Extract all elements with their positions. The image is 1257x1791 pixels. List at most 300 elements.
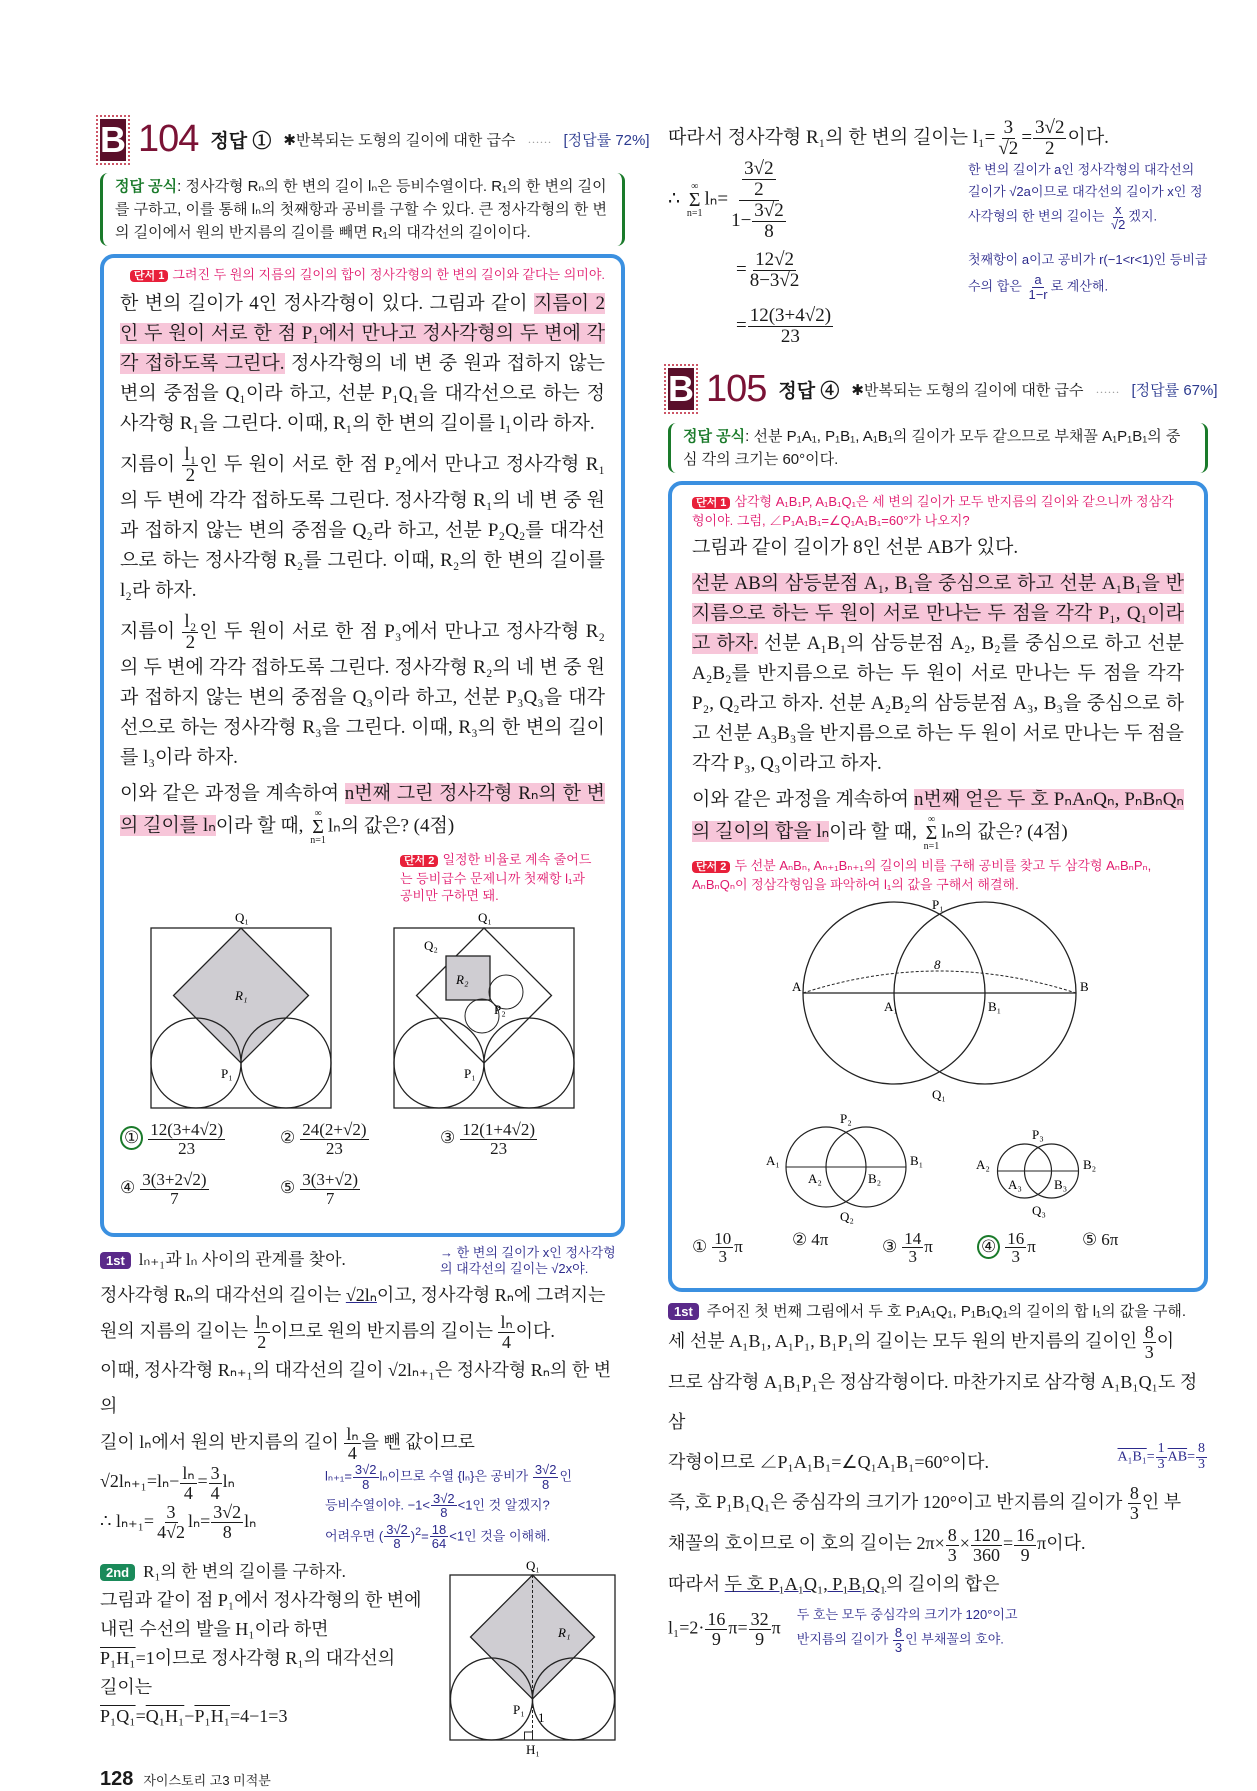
numerator xyxy=(533,1463,559,1478)
correct-rate: [정답률 67%] xyxy=(1131,381,1218,399)
denominator xyxy=(168,1190,181,1208)
denominator xyxy=(391,1537,402,1551)
text-run: lₙ xyxy=(346,1423,359,1444)
label-q1: Q₁ xyxy=(235,909,250,925)
label-r2: R₂ xyxy=(455,971,469,987)
text-run: 8 xyxy=(1144,1322,1154,1343)
label-r1: R₁ xyxy=(558,1624,571,1640)
numerator xyxy=(902,1230,923,1249)
text-run: 7 xyxy=(170,1188,179,1208)
text-run: 14 xyxy=(904,1228,922,1248)
solution-line xyxy=(668,1321,1208,1362)
problem-paragraph xyxy=(692,569,1184,779)
text-run: 360 xyxy=(972,1544,1000,1565)
fraction xyxy=(748,306,833,347)
text-run: 4π xyxy=(811,1229,829,1249)
text-run: =4−1=3 xyxy=(230,1705,288,1726)
choice-value xyxy=(1101,1230,1118,1249)
denominator xyxy=(182,1484,195,1503)
denominator xyxy=(1019,1546,1032,1565)
side-note-arc xyxy=(797,1604,1018,1654)
choice-number: ① xyxy=(120,1126,143,1150)
numerator xyxy=(971,1526,1002,1546)
denominator xyxy=(209,1484,222,1503)
numerator xyxy=(300,1171,360,1190)
denominator xyxy=(1026,288,1049,302)
choice-value xyxy=(811,1230,828,1249)
choice-number: ① xyxy=(692,1236,708,1256)
fraction xyxy=(729,159,789,242)
text-run: √2lₙ₊₁=lₙ− xyxy=(100,1471,180,1492)
text-run: 8 xyxy=(894,1625,903,1641)
label-p1: P₁ xyxy=(513,1701,525,1717)
text-run: lₙ₊₁= xyxy=(325,1468,352,1484)
text-run: √2 xyxy=(1111,216,1126,232)
text-run: 8 xyxy=(542,1476,550,1492)
fraction xyxy=(209,1464,222,1503)
text-run: 23 xyxy=(325,1138,343,1158)
text-run: 18 xyxy=(431,1521,447,1537)
denominator xyxy=(752,180,766,200)
denominator xyxy=(176,1140,197,1158)
solution-line xyxy=(100,1352,625,1424)
fraction xyxy=(902,1230,923,1267)
hint-2 xyxy=(400,851,600,904)
figure-squares-2 xyxy=(384,908,584,1113)
question-number: 104 xyxy=(138,118,199,160)
choice-5[interactable] xyxy=(1082,1230,1118,1250)
text-run: lₙ= xyxy=(187,1510,211,1531)
solution-line xyxy=(668,1564,1208,1604)
text-run: 채꼴의 호이므로 이 호의 길이는 2π× xyxy=(668,1533,945,1554)
text-run: 3√2 xyxy=(754,199,784,221)
text-run: π= xyxy=(728,1617,748,1638)
label-b1: B₁ xyxy=(910,1152,924,1168)
numerator xyxy=(211,1503,243,1523)
solution-line xyxy=(668,1442,1208,1482)
text-run: 23 xyxy=(490,1138,508,1158)
text-run: × xyxy=(959,1533,970,1554)
text-run: 지름이 xyxy=(120,620,182,642)
label-length-8: 8 xyxy=(934,956,941,972)
text-run: 8 xyxy=(393,1536,401,1552)
text-run: n번째 그린 정사각형 Rₙ의 한 변의 길이를 lₙ xyxy=(120,782,605,837)
text-run: = xyxy=(1002,1533,1014,1554)
sum-line xyxy=(668,159,958,242)
denominator xyxy=(360,1478,371,1492)
q105-header xyxy=(668,367,1218,411)
figure-arcs xyxy=(708,899,1168,1224)
summation xyxy=(687,182,703,218)
note-line xyxy=(325,1520,625,1551)
choice-number: ④ xyxy=(120,1178,136,1197)
text-run: 12(3+4√2) xyxy=(150,1119,223,1139)
text-run: 지름이 2인 두 원이 서로 한 점 P₁에서 만나고 정사각형의 두 변에 각각 접하도록 그린다. xyxy=(120,293,605,374)
label-b1: B₁ xyxy=(988,998,1002,1014)
text-run: 8 xyxy=(222,1521,232,1542)
problem-paragraph xyxy=(120,779,605,845)
label-p3: P₃ xyxy=(1032,1126,1044,1142)
text-run: 9 xyxy=(711,1629,721,1650)
fraction xyxy=(1005,1230,1026,1267)
text-run: 3 xyxy=(1157,1456,1165,1472)
solution-lines xyxy=(100,1277,625,1551)
text-run: l₁ xyxy=(184,444,197,465)
denominator xyxy=(1143,1343,1156,1362)
numerator xyxy=(209,1464,222,1484)
solution-line xyxy=(100,1644,440,1673)
text-run: 이와 같은 과정을 계속하여 xyxy=(692,788,915,810)
numerator xyxy=(748,306,833,327)
denominator xyxy=(488,1140,509,1158)
formula-label: 정답 공식 xyxy=(683,427,746,445)
solution-line xyxy=(668,1604,1208,1654)
text-run: √2 xyxy=(998,137,1019,159)
fraction xyxy=(182,612,198,653)
numerator xyxy=(431,1492,457,1507)
fraction xyxy=(712,1230,733,1267)
numerator xyxy=(254,1313,270,1333)
sum-upper-limit: ∞ xyxy=(691,181,699,193)
text-run: l₁=2· xyxy=(668,1617,705,1638)
side-note-geometric-sum xyxy=(968,247,1208,301)
fraction xyxy=(996,118,1020,159)
summand: lₙ xyxy=(327,815,341,837)
problem-box-104 xyxy=(100,254,625,1237)
numerator xyxy=(946,1526,959,1546)
step-tag: 2nd xyxy=(100,1564,135,1581)
choice-3[interactable] xyxy=(882,1230,933,1267)
text-run: 이고, 정사각형 Rₙ에 그려지는 xyxy=(376,1284,606,1305)
numerator xyxy=(712,1230,733,1249)
text-run: 므로 삼각형 A₁B₁P₁은 정삼각형이다. 마찬가지로 삼각형 A₁B₁Q₁도 정삼 xyxy=(668,1371,1198,1432)
numerator xyxy=(182,612,198,633)
topic-label: ✱반복되는 도형의 길이에 대한 급수 xyxy=(851,381,1084,399)
text-run: 4√2 xyxy=(157,1521,185,1542)
choice-value xyxy=(901,1228,933,1267)
step-tag: 1st xyxy=(668,1303,699,1320)
denominator xyxy=(221,1523,234,1542)
solution-step2-104 xyxy=(100,1557,625,1762)
page-footer xyxy=(100,1768,625,1791)
numerator xyxy=(1113,203,1124,218)
denominator xyxy=(1196,1458,1207,1473)
numerator xyxy=(1032,273,1043,288)
numerator xyxy=(182,445,198,466)
text-run: = xyxy=(135,1705,146,1726)
text-run: 4 xyxy=(502,1332,512,1353)
denominator xyxy=(717,1248,730,1266)
numerator xyxy=(893,1626,904,1641)
text-run: 인 두 원이 서로 한 점 P₃에서 만나고 정사각형 R₂의 두 변에 각각 접하도록 그린다. 정사각형 R₂의 네 변 중 원과 접하지 않는 변의 중점을 Q₃이라 하고, 선분 P₃Q₃을 대각선으로 하는 정사각형 R₃을 그린다. 이때, R₃의 한 변의 길이를 l₃이라 하자. xyxy=(120,620,605,768)
solution-lines xyxy=(100,1586,440,1731)
denominator xyxy=(893,1641,904,1655)
fraction xyxy=(1014,1526,1036,1565)
overlined-segment: A₁B₁ xyxy=(1117,1449,1147,1465)
text-run: 8−3√2 xyxy=(749,269,800,291)
text-run: π xyxy=(771,1617,781,1638)
choice-value xyxy=(1004,1228,1036,1267)
text-run: ) xyxy=(410,1528,416,1544)
text-run: 등비수열이야. −1< xyxy=(325,1497,430,1513)
question-number: 105 xyxy=(706,367,767,410)
choice-number: ② xyxy=(792,1229,808,1249)
text-run: 첫째항이 a이고 공비가 r(−1<r<1)인 등비급수의 합은 xyxy=(968,252,1208,294)
choice-2[interactable] xyxy=(792,1230,828,1250)
label-length-1: 1 xyxy=(538,1709,545,1725)
text-run: 이므로 원의 반지름의 길이는 xyxy=(270,1320,498,1341)
text-run: 세 선분 A₁B₁, A₁P₁, B₁P₁의 길이는 모두 원의 반지름의 길이인 xyxy=(668,1330,1142,1351)
denominator xyxy=(729,201,789,242)
text-run: 의 값은? (4점) xyxy=(340,815,455,837)
denominator xyxy=(324,1190,337,1208)
label-b2: B₂ xyxy=(868,1170,882,1186)
numerator xyxy=(344,1425,360,1445)
answer-label: 정답 ④ xyxy=(778,380,840,402)
text-run: 1− xyxy=(731,209,752,231)
hint-2 xyxy=(692,857,1184,893)
numerator xyxy=(752,201,785,222)
text-run: 을 뺀 값이므로 xyxy=(361,1432,475,1453)
text-run: 7 xyxy=(325,1188,335,1208)
text-run: 길이는 xyxy=(100,1676,153,1697)
text-run: 어려우면 ( xyxy=(325,1528,384,1544)
text-run: 이 xyxy=(1156,1330,1175,1351)
fraction xyxy=(533,1463,559,1491)
hint-1 xyxy=(120,266,605,285)
hint-1 xyxy=(692,493,1184,529)
text-run: 16 xyxy=(1007,1228,1025,1248)
text-run: 인 부채꼴의 호야. xyxy=(905,1632,1004,1647)
choice-1[interactable] xyxy=(120,1121,226,1158)
step-title: 주어진 첫 번째 그림에서 두 호 P₁A₁Q₁, P₁B₁Q₁의 길이의 합 l₁의 값을 구해. xyxy=(706,1302,1187,1320)
text-run: = xyxy=(421,1528,429,1544)
note-line xyxy=(325,1463,625,1491)
text-run: 8 xyxy=(440,1505,448,1521)
summand: lₙ xyxy=(704,188,718,210)
choice-value xyxy=(147,1119,226,1158)
fraction xyxy=(182,445,198,486)
denominator xyxy=(346,1444,359,1463)
choice-1[interactable] xyxy=(692,1230,743,1267)
text-run: 의 길이의 합은 xyxy=(886,1574,1000,1595)
text-run: − xyxy=(184,1705,195,1726)
text-run: 120 xyxy=(972,1524,1000,1545)
text-run: 그림과 같이 점 P₁에서 정사각형의 한 변에 xyxy=(100,1589,422,1610)
text-run: 의 값은? (4점) xyxy=(954,820,1068,842)
choice-number: ③ xyxy=(882,1236,898,1256)
choice-4[interactable] xyxy=(977,1230,1036,1267)
text-run: 2 xyxy=(185,464,196,486)
denominator xyxy=(1043,139,1057,159)
side-note-ab xyxy=(1118,1442,1208,1472)
sum-derivation xyxy=(668,159,958,354)
label-p2: P₂ xyxy=(493,1001,506,1017)
text-run: x xyxy=(1114,201,1122,217)
denominator xyxy=(438,1506,449,1520)
text-run: 인 부 xyxy=(1141,1491,1182,1512)
text-run: 선분 A₁B₁의 삼등분점 A₂, B₂를 중심으로 하고 선분 A₂B₂를 반지름으로 하는 두 원이 서로 만나는 두 점을 각각 P₂, Q₂라고 하자. 선분 A₂B₂의 삼등분점 A₃, B₃을 중심으로 하고 선분 A₃B₃을 반지름으로 하는 두 원이 서로 만나는 두 점을 각각 P₃, Q₃이라고 하자. xyxy=(692,632,1185,774)
text-run: = xyxy=(1187,1449,1195,1465)
denominator xyxy=(762,222,776,242)
solution-step1-104 xyxy=(100,1245,625,1551)
text-run: 각형이므로 ∠P₁A₁B₁=∠Q₁A₁B₁=60°이다. xyxy=(668,1451,990,1472)
fraction xyxy=(254,1313,270,1352)
sum-upper-limit: ∞ xyxy=(927,813,936,825)
denominator xyxy=(996,139,1020,159)
text-run: 3 xyxy=(947,1544,957,1565)
text-run: 3√2 xyxy=(386,1521,408,1537)
text-run: 2 xyxy=(257,1332,267,1353)
text-run: <1인 것 알겠지? xyxy=(457,1497,550,1513)
text-run: 3 xyxy=(1129,1503,1139,1524)
text-run: = xyxy=(717,188,729,210)
choice-2[interactable] xyxy=(280,1121,370,1158)
level-badge: B xyxy=(668,368,694,410)
label-p1: P₁ xyxy=(221,1065,234,1081)
sigma-symbol: Σ xyxy=(312,815,324,838)
problem-paragraph xyxy=(692,533,1184,563)
text-run: 16 xyxy=(707,1609,726,1630)
formula-label: 정답 공식 xyxy=(115,178,178,195)
text-run: 8 xyxy=(764,220,774,242)
side-note-ratio xyxy=(325,1463,625,1551)
book-title: 자이스토리 고3 미적분 xyxy=(143,1772,271,1788)
hint-text: 일정한 비율로 계속 줄어드는 등비급수 문제니까 첫째항 l₁과 공비만 구하면 돼. xyxy=(400,851,592,903)
denominator xyxy=(748,271,802,291)
label-p1: P₁ xyxy=(463,1065,476,1081)
text-run: 겠지. xyxy=(1128,208,1158,224)
answer-formula-box xyxy=(668,423,1208,473)
label-a: A xyxy=(792,978,802,994)
text-run: 23 xyxy=(780,325,800,347)
text-run: lₙ xyxy=(222,1471,235,1492)
text-run: 3 xyxy=(894,1640,903,1656)
hint-text: 두 선분 AₙBₙ, Aₙ₊₁Bₙ₊₁의 길이의 비를 구해 공비를 찾고 두 삼각형 AₙBₙPₙ, AₙBₙQₙ이 정삼각형임을 파악하여 l₁의 값을 구해서 해결해. xyxy=(692,857,1152,892)
fraction xyxy=(752,201,785,242)
solution-line xyxy=(668,1523,1208,1564)
label-q2: Q₂ xyxy=(423,937,438,953)
problem-paragraph xyxy=(120,612,605,773)
solution-line xyxy=(668,1482,1208,1523)
label-q1: Q₁ xyxy=(932,1086,946,1102)
figure-perpendicular xyxy=(440,1557,625,1757)
text-run: 이라 할 때, xyxy=(829,820,922,842)
equation-lines xyxy=(100,1463,315,1542)
answer-label: 정답 ① xyxy=(210,131,272,152)
text-run: 9 xyxy=(755,1629,765,1650)
label-q1: Q₁ xyxy=(526,1557,540,1573)
numerator xyxy=(1196,1442,1207,1458)
step-title: R₁의 한 변의 길이를 구하자. xyxy=(143,1561,346,1581)
text-run: 3(3+√2) xyxy=(302,1169,358,1189)
fraction xyxy=(180,1464,196,1503)
fraction xyxy=(1128,1484,1141,1523)
label-h1: H₁ xyxy=(526,1741,540,1757)
text-run: 8 xyxy=(362,1476,370,1492)
summation xyxy=(310,809,326,845)
denominator xyxy=(1128,1504,1141,1523)
solution-line xyxy=(100,1424,625,1463)
text-run: 그림과 같이 길이가 8인 선분 AB가 있다. xyxy=(692,536,1019,558)
text-run: 9 xyxy=(1020,1544,1030,1565)
text-run: 4 xyxy=(210,1482,220,1503)
text-run: 8 xyxy=(947,1524,957,1545)
sum-lower-limit: n=1 xyxy=(686,208,703,220)
choice-4[interactable] xyxy=(120,1171,210,1208)
figure-squares-1 xyxy=(141,908,341,1113)
superscript: 2 xyxy=(415,1525,422,1538)
sum-lower-limit: n=1 xyxy=(923,840,940,852)
denominator xyxy=(710,1630,723,1649)
numerator xyxy=(749,1610,771,1630)
fraction xyxy=(140,1171,208,1208)
denominator xyxy=(1109,218,1127,232)
choice-value xyxy=(299,1119,369,1158)
text-run: 8 xyxy=(1129,1483,1139,1504)
denominator xyxy=(779,327,802,347)
solution-step1-105 xyxy=(668,1300,1208,1655)
formula-text: : 선분 P₁A₁, P₁B₁, A₁B₁의 길이가 모두 같으므로 부채꼴 A₁P₁B₁의 중심 각의 크기는 60°이다. xyxy=(683,427,1181,468)
fraction xyxy=(893,1626,904,1654)
numerator xyxy=(1156,1442,1167,1458)
label-q2: Q₂ xyxy=(840,1208,854,1224)
overlined-segment: $\overline{AB}$ xyxy=(1167,1449,1188,1465)
fraction xyxy=(431,1492,457,1520)
text-run: 2 xyxy=(1045,137,1055,159)
text-run: 두 호는 모두 중심각의 크기가 120°이고 xyxy=(796,1607,1018,1623)
choice-3[interactable] xyxy=(440,1121,538,1158)
note-line xyxy=(797,1626,1018,1654)
text-run: 12(1+4√2) xyxy=(462,1119,535,1139)
problem-paragraph xyxy=(120,289,605,439)
fraction xyxy=(300,1121,368,1158)
choice-value xyxy=(299,1169,361,1208)
numerator xyxy=(1005,1230,1026,1249)
fraction xyxy=(460,1121,537,1158)
text-run: lₙ xyxy=(244,1510,257,1531)
fraction xyxy=(946,1526,959,1565)
denominator xyxy=(907,1248,920,1266)
solution-line xyxy=(100,1463,315,1502)
solution-lines xyxy=(668,1321,1208,1655)
text-run: =1이므로 정사각형 R₁의 대각선의 xyxy=(135,1647,396,1668)
choice-5[interactable] xyxy=(280,1171,361,1208)
q104-continued xyxy=(668,118,1208,354)
denominator xyxy=(1010,1248,1023,1266)
fraction xyxy=(300,1171,360,1208)
text-run: <1인 것을 이해해. xyxy=(449,1528,551,1544)
hint-tag: 단서 2 xyxy=(400,855,438,867)
fraction xyxy=(1156,1442,1167,1472)
text-run: 따라서 정사각형 R₁의 한 변의 길이는 l₁= xyxy=(668,126,996,148)
fraction xyxy=(1196,1442,1207,1472)
text-run: 3 xyxy=(718,1247,727,1267)
choice-value xyxy=(459,1119,538,1158)
text-run: 3√2 xyxy=(1035,117,1065,138)
text-run: 8 xyxy=(1198,1440,1205,1456)
text-run: 16 xyxy=(1016,1524,1035,1545)
text-run: n번째 얻은 두 호 PₙAₙQₙ, PₙBₙQₙ의 길이의 합을 lₙ xyxy=(692,788,1184,842)
fraction xyxy=(742,159,775,200)
dot-leader: …… xyxy=(1095,381,1120,396)
solution-line xyxy=(100,1673,440,1702)
text-run: = xyxy=(197,1471,208,1492)
fraction xyxy=(705,1610,727,1649)
problem-paragraph xyxy=(120,445,605,606)
solution-line xyxy=(668,1362,1208,1442)
text-run: = xyxy=(1146,1449,1155,1465)
